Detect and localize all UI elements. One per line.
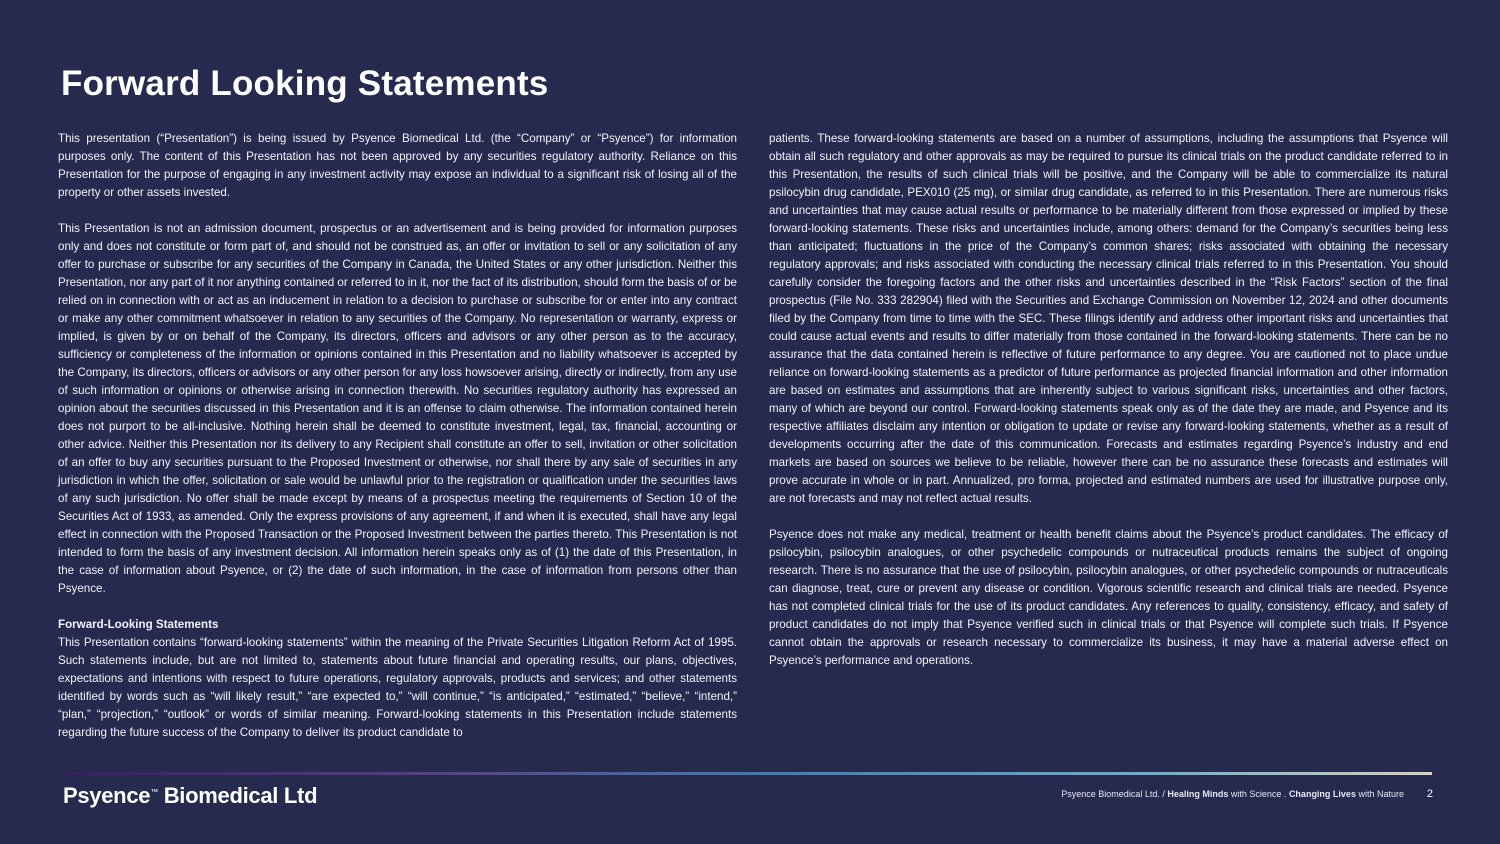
medical-claims-paragraph: Psyence does not make any medical, treatment or health benefit claims about the Psyence’s product candidates. The efficacy of psilocybin, psilocybin analogues, or other psychedelic compounds or nutraceutical products remains the subject of ongoing research. There is no assurance that the use of psilocybin, psilocybin analogues, or other psychedelic compounds or nutraceuticals can diagnose, treat, cure or prevent any disease or condition. Vigorous scientific research and clinical trials are needed. Psyence has not completed clinical trials for the use of its product candidates. Any references to quality, consistency, efficacy, and safety of product candidates do not imply that Psyence verified such in clinical trials or that Psyence will complete such trials. If Psyence cannot obtain the approvals or research necessary to commercialize its business, it may have a material adverse effect on Psyence’s performance and operations. [769, 528, 1448, 667]
logo-trademark: ™ [150, 787, 158, 797]
page-title: Forward Looking Statements [61, 64, 549, 103]
footer-tagline [1061, 789, 1404, 799]
tagline-company: Psyence Biomedical Ltd. / [1061, 789, 1165, 799]
tagline-healing-minds: Healing Minds [1167, 789, 1229, 799]
forward-looking-section [58, 616, 737, 742]
page-number: 2 [1426, 788, 1433, 800]
logo-word-biomedical: Biomedical Ltd [163, 783, 318, 808]
left-text-column [58, 130, 737, 742]
footer-gradient-divider [61, 772, 1432, 775]
right-text-column [769, 130, 1448, 670]
company-logo [63, 783, 317, 809]
risk-paragraph: patients. These forward-looking statements are based on a number of assumptions, including the assumptions that Psyence will obtain all such regulatory and other approvals as may be required to pursue its clinical trials on the product candidate referred to in this Presentation, the results of such clinical trials will be positive, and the Company will be able to commercialize its natural psilocybin drug candidate, PEX010 (25 mg), or similar drug candidate, as referred to in this Presentation. There are numerous risks and uncertainties that may cause actual results or performance to be materially different from those expressed or implied by these forward-looking statements. These risks and uncertainties include, among others: demand for the Company’s securities being less than anticipated; fluctuations in the price of the Company’s common shares; risks associated with obtaining the necessary regulatory approvals; and risks associated with conducting the necessary clinical trials referred to in this Presentation. You should carefully consider the foregoing factors and the other risks and uncertainties described in the “Risk Factors” section of the final prospectus (File No. 333 282904) filed with the Securities and Exchange Commission on November 12, 2024 and other documents filed by the Company from time to time with the SEC. These filings identify and address other important risks and uncertainties that could cause actual events and results to differ materially from those contained in the forward-looking statements. There can be no assurance that the data contained herein is reflective of future performance to any degree. You are cautioned not to place undue reliance on forward-looking statements as a predictor of future performance as projected financial information and other information are based on estimates and assumptions that are inherently subject to various significant risks, uncertainties and other factors, many of which are beyond our control. Forward-looking statements speak only as of the date they are made, and Psyence and its respective affiliates disclaim any intention or obligation to update or revise any forward-looking statements, whether as a result of developments occurring after the date of this communication. Forecasts and estimates regarding Psyence’s industry and end markets are based on sources we believe to be reliable, however there can be no assurance these forecasts and estimates will prove accurate in whole or in part. Annualized, pro forma, projected and estimated numbers are used for illustrative purpose only, are not forecasts and may not reflect actual results. [769, 132, 1448, 505]
forward-looking-subheading: Forward-Looking Statements [58, 618, 219, 631]
disclaimer-paragraph: This Presentation is not an admission document, prospectus or an advertisement and is being provided for information purposes only and does not constitute or form part of, and should not be construed as, an offer or invitation to sell or any solicitation of any offer to purchase or subscribe for any securities of the Company in Canada, the United States or any other jurisdiction. Neither this Presentation, nor any part of it nor anything contained or referred to in it, nor the fact of its distribution, should form the basis of or be relied on in connection with or act as an inducement in relation to a decision to purchase or subscribe for or enter into any contract or make any other commitment whatsoever in relation to any securities of the Company. No representation or warranty, express or implied, is given by or on behalf of the Company, its directors, officers and advisors or any other person as to the accuracy, sufficiency or completeness of the information or opinions contained in this Presentation and no liability whatsoever is accepted by the Company, its directors, officers or advisors or any other person for any loss howsoever arising, directly or indirectly, from any use of such information or opinions or otherwise arising in connection therewith. No securities regulatory authority has expressed an opinion about the securities discussed in this Presentation and it is an offense to claim otherwise. The information contained herein does not purport to be all-inclusive. Nothing herein shall be deemed to constitute investment, legal, tax, financial, accounting or other advice. Neither this Presentation nor its delivery to any Recipient shall constitute an offer to sell, invitation or other solicitation of an offer to buy any securities pursuant to the Proposed Investment or otherwise, nor shall there by any sale of securities in any jurisdiction in which the offer, solicitation or sale would be unlawful prior to the registration or qualification under the securities laws of any such jurisdiction. No offer shall be made except by means of a prospectus meeting the requirements of Section 10 of the Securities Act of 1933, as amended. Only the express provisions of any agreement, if and when it is executed, shall have any legal effect in connection with the Proposed Transaction or the Proposed Investment between the parties thereto. This Presentation is not intended to form the basis of any investment decision. All information herein speaks only as of (1) the date of this Presentation, in the case of information about Psyence, or (2) the date of such information, in the case of information from persons other than Psyence. [58, 222, 737, 595]
forward-looking-paragraph: This Presentation contains “forward-looking statements” within the meaning of the Private Securities Litigation Reform Act of 1995. Such statements include, but are not limited to, statements about future financial and operating results, our plans, objectives, expectations and intentions with respect to future operations, regulatory approvals, products and services; and other statements identified by words such as “will likely result,” “are expected to,” “will continue,” “is anticipated,” “estimated,” “believe,” “intend,” “plan,” “projection,” “outlook” or words of similar meaning. Forward-looking statements in this Presentation include statements regarding the future success of the Company to deliver its product candidate to [58, 636, 737, 739]
logo-word-psyence: Psyence [63, 783, 151, 808]
tagline-with-science: with Science . [1230, 789, 1287, 799]
tagline-with-nature: with Nature [1358, 789, 1404, 799]
tagline-changing-lives: Changing Lives [1288, 789, 1356, 799]
intro-paragraph: This presentation (“Presentation”) is being issued by Psyence Biomedical Ltd. (the “Company” or “Psyence”) for information purposes only. The content of this Presentation has not been approved by any securities regulatory authority. Reliance on this Presentation for the purpose of engaging in any investment activity may expose an individual to a significant risk of losing all of the property or other assets invested. [58, 132, 737, 199]
